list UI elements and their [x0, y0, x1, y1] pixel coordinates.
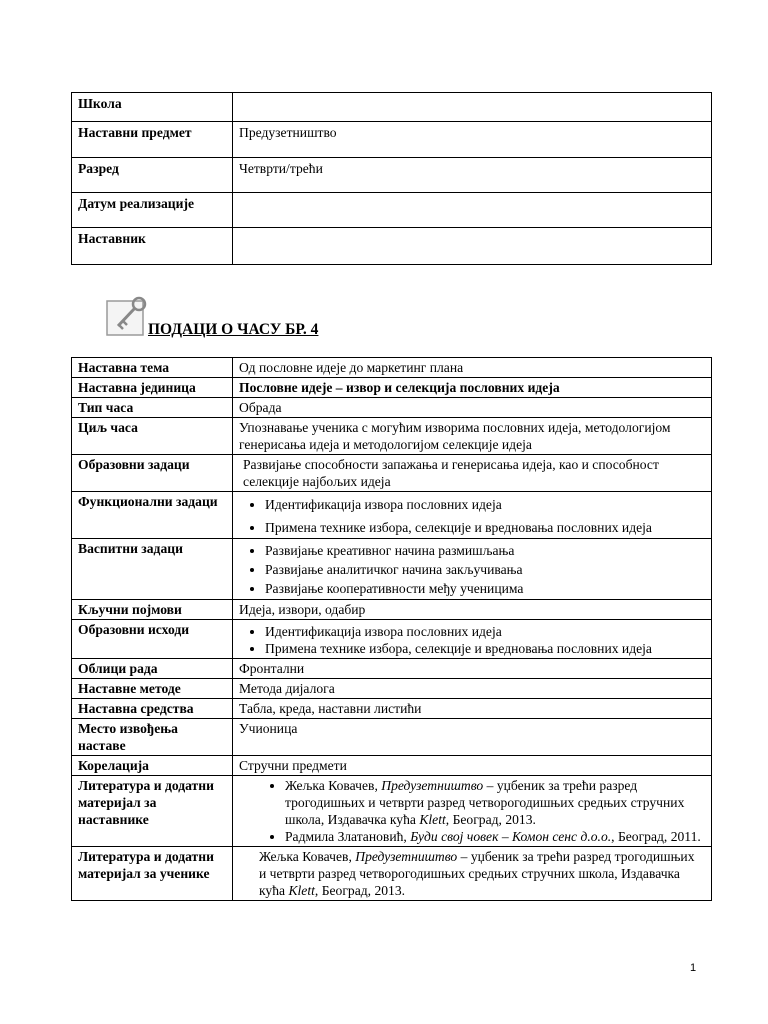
label-key-terms: Кључни појмови — [72, 600, 233, 620]
label-literature-students: Литература и додатни материјал за ученике — [72, 847, 233, 901]
label-location: Место извођења наставе — [72, 719, 233, 756]
value-educational-tasks: Развијање способности запажања и генерисања идеја, као и способност селекције најбољих идеја — [233, 455, 712, 492]
info-value-subject: Предузетништво — [233, 122, 712, 158]
key-tag-icon — [104, 295, 148, 339]
label-educational-tasks: Образовни задаци — [72, 455, 233, 492]
upbringing-task-item: • Развијање креативног начина размишљања — [265, 541, 705, 560]
label-goal: Циљ часа — [72, 418, 233, 455]
value-teaching-aids: Табла, креда, наставни листићи — [233, 699, 712, 719]
value-key-terms: Идеја, извори, одабир — [233, 600, 712, 620]
general-info-table — [71, 92, 712, 265]
outcome-item: • Идентификација извора пословних идеја — [265, 623, 705, 640]
label-upbringing-tasks: Васпитни задаци — [72, 539, 233, 600]
value-unit: Пословне идеје – извор и селекција пословних идеја — [233, 378, 712, 398]
value-goal: Упознавање ученика с могућим изворима пословних идеја, методологијом генерисања идеја и методологијом селекције идеја — [233, 418, 712, 455]
outcome-item: • Примена технике избора, селекције и вредновања пословних идеја — [265, 640, 705, 657]
functional-task-item: • Примена технике избора, селекције и вредновања пословних идеја — [265, 519, 705, 536]
label-lesson-type: Тип часа — [72, 398, 233, 418]
value-work-forms: Фронтални — [233, 659, 712, 679]
lesson-title: ПОДАЦИ О ЧАСУ БР. 4 — [148, 321, 319, 338]
value-correlation: Стручни предмети — [233, 756, 712, 776]
label-methods: Наставне методе — [72, 679, 233, 699]
info-label-teacher: Наставник — [72, 228, 233, 265]
literature-item: • Жељка Ковачев, Предузетништво – уџбеник за трећи разред трогодишњих и четврти разред четворогодишњих средњих стручних школа, Издавачка кућа Klett, Београд, 2013. — [285, 777, 705, 828]
info-value-grade: Четврти/трећи — [233, 158, 712, 193]
value-upbringing-tasks — [233, 539, 712, 600]
info-value-school — [233, 93, 712, 122]
literature-item: • Радмила Златановић, Буди свој човек – Комон сенс д.о.о., Београд, 2011. — [285, 828, 705, 845]
value-location: Учионица — [233, 719, 712, 756]
label-functional-tasks: Функционални задаци — [72, 492, 233, 539]
label-correlation: Корелација — [72, 756, 233, 776]
info-value-date — [233, 193, 712, 228]
label-teaching-aids: Наставна средства — [72, 699, 233, 719]
info-label-grade: Разред — [72, 158, 233, 193]
page-number: 1 — [690, 962, 697, 974]
info-label-subject: Наставни предмет — [72, 122, 233, 158]
label-topic: Наставна тема — [72, 358, 233, 378]
label-work-forms: Облици рада — [72, 659, 233, 679]
label-unit: Наставна јединица — [72, 378, 233, 398]
value-topic: Од пословне идеје до маркетинг плана — [233, 358, 712, 378]
value-functional-tasks — [233, 492, 712, 539]
value-literature-students: Жељка Ковачев, Предузетништво – уџбеник за трећи разред трогодишњих и четврти разред четворогодишњих средњих стручних школа, Издавачка кућа Klett, Београд, 2013. — [233, 847, 712, 901]
label-outcomes: Образовни исходи — [72, 620, 233, 659]
upbringing-task-item: • Развијање кооперативности међу ученицима — [265, 579, 705, 598]
lesson-details-table — [71, 357, 712, 901]
info-label-school: Школа — [72, 93, 233, 122]
functional-task-item: • Идентификација извора пословних идеја — [265, 496, 705, 513]
value-literature-teachers — [233, 776, 712, 847]
value-methods: Метода дијалога — [233, 679, 712, 699]
upbringing-task-item: • Развијање аналитичког начина закључивања — [265, 560, 705, 579]
info-value-teacher — [233, 228, 712, 265]
info-label-date: Датум реализације — [72, 193, 233, 228]
label-literature-teachers: Литература и додатни материјал за наставнике — [72, 776, 233, 847]
value-lesson-type: Обрада — [233, 398, 712, 418]
value-outcomes — [233, 620, 712, 659]
